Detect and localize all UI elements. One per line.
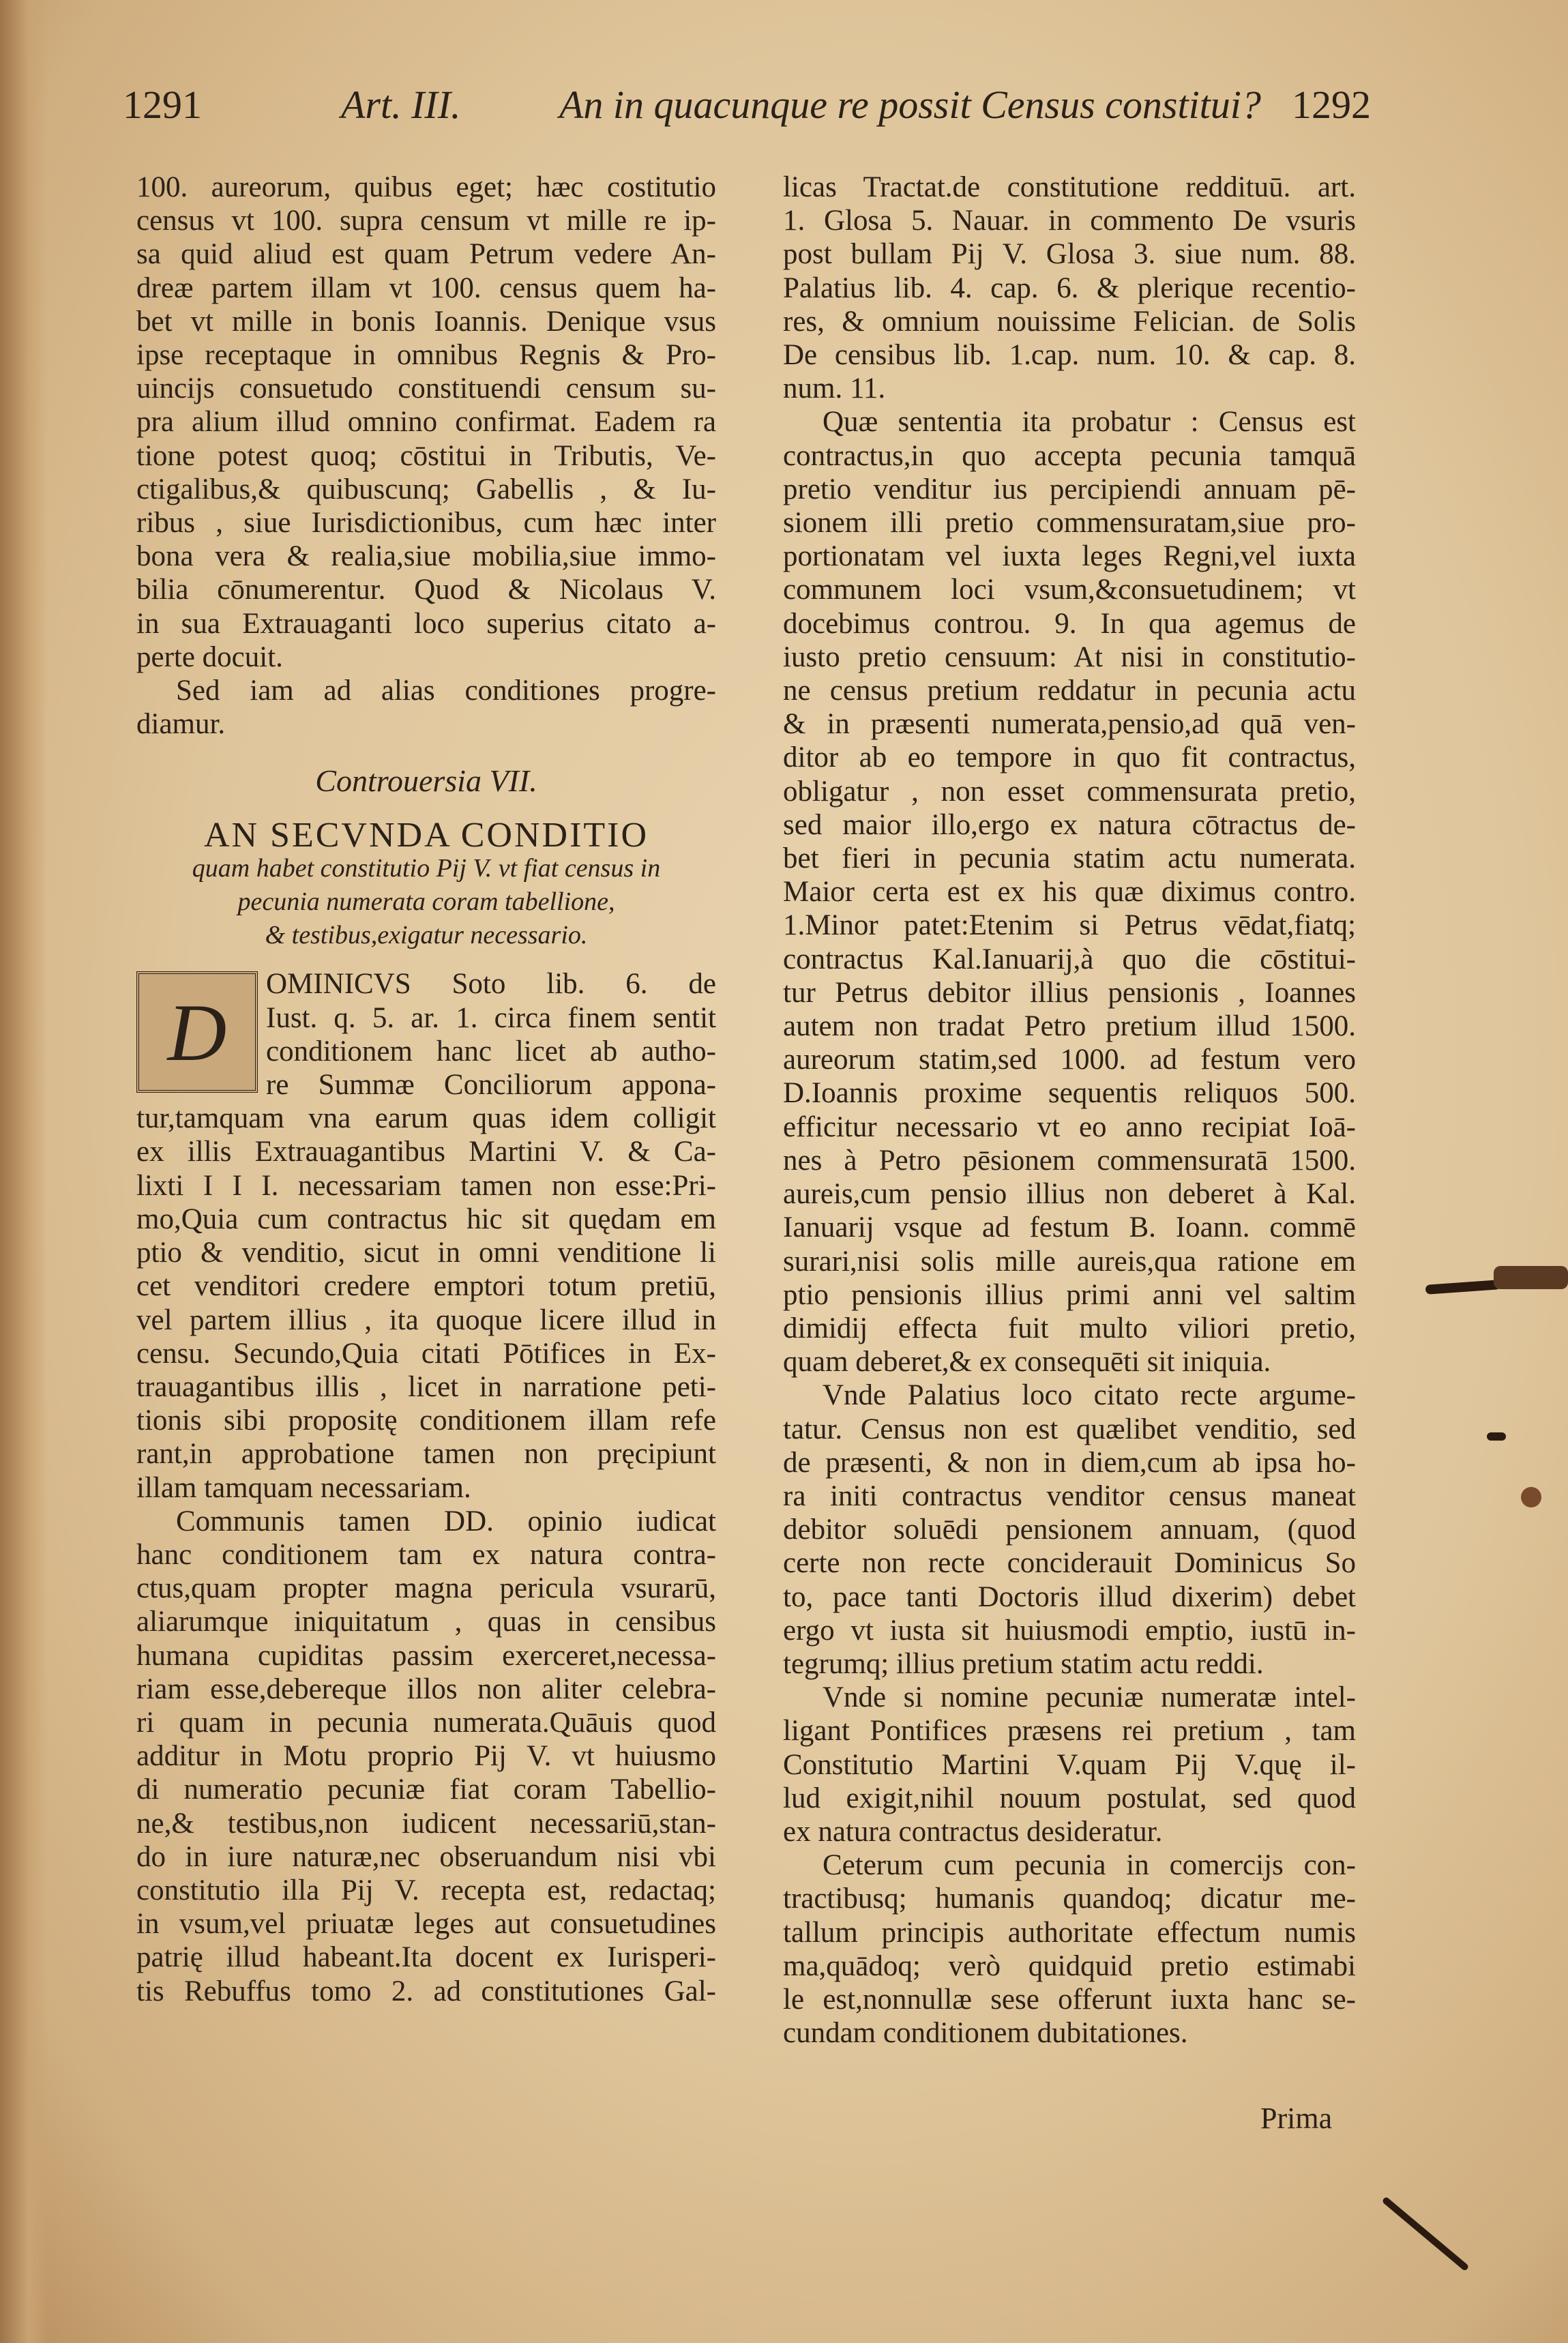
page-number-left: 1291	[123, 83, 202, 127]
text-line: obligatur , non esset commensurata pretio,	[783, 775, 1356, 808]
right-paragraph-5	[783, 1848, 1356, 2050]
text-line: ctus,quam propter magna pericula vsurarū,	[136, 1572, 716, 1605]
text-line: nes à Petro pēsionem commensuratā 1500.	[783, 1144, 1356, 1177]
text-line: tractibusq; humanis quandoq; dicatur me-	[783, 1883, 1356, 1915]
text-line: ma,quādoq; verò quidquid pretio estimabi	[783, 1949, 1356, 1982]
running-title: An in quacunque re possit Census constitui?	[559, 83, 1261, 127]
text-line: Quæ sententia ita probatur : Census est	[823, 406, 1356, 439]
section-subtitle	[136, 852, 716, 953]
text-line: & in præsenti numerata,pensio,ad quā ven-	[783, 708, 1356, 741]
right-paragraph-3	[783, 1379, 1356, 1681]
text-line: OMINICVS Soto lib. 6. de	[266, 968, 716, 1001]
text-line: di numeratio pecuniæ fiat coram Tabellio-	[136, 1773, 716, 1806]
text-line: le est,nonnullæ sese offerunt iuxta hanc se-	[783, 1983, 1356, 2016]
text-line: Constitutio Martini V.quam Pij V.quę il-	[783, 1748, 1356, 1781]
text-line: tione potest quoq; cōstitui in Tributis, Ve-	[136, 439, 716, 472]
text-line: quam habet constitutio Pij V. vt fiat census in	[192, 853, 661, 883]
text-line: post bullam Pij V. Glosa 3. siue num. 88.	[783, 238, 1356, 271]
text-line: De censibus lib. 1.cap. num. 10. & cap. 8.	[783, 339, 1356, 372]
text-line: tionis sibi propositę conditionem illam refe	[136, 1404, 716, 1437]
text-line: pecunia numerata coram tabellione,	[237, 887, 615, 917]
text-line: 1. Glosa 5. Nauar. in commento De vsuris	[783, 205, 1356, 237]
article-label: Art. III.	[341, 83, 461, 127]
text-line: iusto pretio censuum: At nisi in constitutio-	[783, 640, 1356, 673]
text-line: Ceterum cum pecunia in comercijs con-	[823, 1849, 1356, 1882]
text-line: 100. aureorum, quibus eget; hæc costitutio	[136, 171, 716, 203]
text-line: Vnde Palatius loco citato recte argume-	[823, 1379, 1356, 1412]
page-gutter-shadow	[0, 0, 48, 2343]
text-line: Communis tamen DD. opinio iudicat	[176, 1505, 716, 1537]
text-line: Vnde si nomine pecuniæ numeratæ intel-	[823, 1681, 1356, 1714]
text-line: tegrumq; illius pretium statim actu reddi.	[783, 1647, 1264, 1680]
text-line: ex illis Extrauagantibus Martini V. & Ca-	[136, 1136, 716, 1168]
text-line: ri quam in pecunia numerata.Quāuis quod	[136, 1706, 716, 1739]
running-header	[123, 82, 1371, 157]
text-line: sed maior illo,ergo ex natura cōtractus de-	[783, 808, 1356, 841]
text-line: lud exigit,nihil nouum postulat, sed quod	[783, 1782, 1356, 1814]
text-line: ribus , siue Iurisdictionibus, cum hæc inter	[136, 507, 716, 540]
ink-stain	[1521, 1487, 1541, 1507]
text-line: ipse receptaque in omnibus Regnis & Pro-	[136, 339, 716, 372]
text-line: ergo vt iusta sit huiusmodi emptio, iustū in-	[783, 1614, 1356, 1647]
text-line: num. 11.	[783, 372, 886, 405]
text-line: tallum principis authoritate effectum numis	[783, 1916, 1356, 1949]
text-line: pretio venditur ius percipiendi annuam pē-	[783, 473, 1356, 505]
text-line: pra alium illud omnino confirmat. Eadem ra	[136, 406, 716, 439]
text-line: bona vera & realia,siue mobilia,siue immo-	[136, 540, 716, 573]
right-paragraph-2	[783, 405, 1356, 1379]
text-line: docebimus controu. 9. In qua agemus de	[783, 607, 1356, 640]
text-line: ligant Pontifices præsens rei pretium , tam	[783, 1715, 1356, 1748]
text-line: res, & omnium nouissime Felician. de Solis	[783, 305, 1356, 338]
text-line: Iust. q. 5. ar. 1. circa finem sentit	[266, 1001, 716, 1034]
text-line: aureis,cum pensio illius non deberet à Kal.	[783, 1178, 1356, 1211]
right-column	[783, 171, 1356, 2050]
text-line: illam tamquam necessariam.	[136, 1471, 471, 1504]
left-paragraph-2	[136, 674, 716, 741]
text-line: ditor ab eo tempore in quo fit contractus,	[783, 741, 1356, 774]
text-line: trauagantibus illis , licet in narratione peti-	[136, 1370, 716, 1403]
text-line: mo,Quia cum contractus hic sit quędam em	[136, 1203, 716, 1235]
text-line: ctigalibus,& quibuscunq; Gabellis , & Iu-	[136, 473, 716, 505]
text-line: humana cupiditas passim exerceret,necessa-	[136, 1639, 716, 1672]
text-line: vel partem illius , ita quoque licere illud in	[136, 1303, 716, 1336]
left-column	[136, 171, 716, 2008]
text-line: constitutio illa Pij V. recepta est, redactaq;	[136, 1874, 716, 1906]
text-line: diamur.	[136, 708, 226, 741]
catchword: Prima	[1260, 2102, 1333, 2135]
text-line: cet venditori credere emptori totum pretiū,	[136, 1270, 716, 1303]
text-line: censu. Secundo,Quia citati Pōtifices in Ex-	[136, 1337, 716, 1370]
text-line: Palatius lib. 4. cap. 6. & plerique recentio-	[783, 271, 1356, 304]
text-line: Maior certa est ex his quæ diximus contro.	[783, 876, 1356, 909]
text-line: additur in Motu proprio Pij V. vt huiusmo	[136, 1740, 716, 1773]
text-line: lixti I I I. necessariam tamen non esse:Pri-	[136, 1169, 716, 1202]
text-line: de præsenti, & non in diem,cum ab ipsa ho-	[783, 1446, 1356, 1479]
text-line: surari,nisi solis mille aureis,qua ratione em	[783, 1245, 1356, 1278]
text-line: autem non tradat Petro pretium illud 1500.	[783, 1010, 1356, 1043]
text-line: aliarumque iniquitatum , quas in censibus	[136, 1606, 716, 1638]
text-line: ra initi contractus venditor census maneat	[783, 1479, 1356, 1512]
left-paragraph-1	[136, 171, 716, 674]
ink-mark	[1425, 1280, 1501, 1295]
text-line: riam esse,debereque illos non aliter celebra-	[136, 1672, 716, 1705]
text-line: cundam conditionem dubitationes.	[783, 2017, 1188, 2050]
page-number-right: 1292	[1292, 83, 1371, 127]
left-paragraph-4	[136, 1505, 716, 2008]
text-line: debitor soluēdi pensionem annuam, (quod	[783, 1514, 1356, 1546]
text-line: sa quid aliud est quam Petrum vedere An-	[136, 238, 716, 271]
text-line: tis Rebuffus tomo 2. ad constitutiones Gal-	[136, 1975, 716, 2007]
text-line: ptio & venditio, sicut in omni venditione li	[136, 1237, 716, 1269]
text-line: re Summæ Conciliorum appona-	[266, 1069, 716, 1102]
text-line: certe non recte conciderauit Dominicus So	[783, 1547, 1356, 1580]
text-line: communem loci vsum,&consuetudinem; vt	[783, 574, 1356, 606]
text-line: patrię illud habeant.Ita docent ex Iurisperi-	[136, 1941, 716, 1974]
right-paragraph-1	[783, 171, 1356, 405]
text-line: tatur. Census non est quælibet venditio, sed	[783, 1413, 1356, 1445]
section-title: AN SECVNDA CONDITIO	[203, 815, 649, 855]
text-line: licas Tractat.de constitutione reddituū. art.	[783, 171, 1356, 203]
text-line: tur,tamquam vna earum quas idem colligit	[136, 1102, 716, 1135]
text-line: bet fieri in pecunia statim actu numerata.	[783, 842, 1356, 875]
text-line: portionatam vel iuxta leges Regni,vel iuxta	[783, 540, 1356, 573]
text-line: census vt 100. supra censum vt mille re ip-	[136, 205, 716, 237]
text-line: bilia cōnumerentur. Quod & Nicolaus V.	[136, 574, 716, 606]
text-line: D.Ioannis proxime sequentis reliquos 500.	[783, 1077, 1356, 1110]
text-line: dimidij effecta fuit multo viliori pretio,	[783, 1312, 1356, 1344]
text-line: ptio pensionis illius primi anni vel saltim	[783, 1278, 1356, 1311]
text-line: Sed iam ad alias conditiones progre-	[176, 675, 716, 707]
text-line: sionem illi pretio commensuratam,siue pro-	[783, 507, 1356, 540]
text-line: hanc conditionem tam ex natura contra-	[136, 1538, 716, 1571]
text-line: perte docuit.	[136, 640, 283, 673]
text-line: ne,& testibus,non iudicent necessariū,stan-	[136, 1807, 716, 1840]
text-line: Ianuarij vsque ad festum B. Ioann. commē	[783, 1211, 1356, 1244]
text-line: efficitur necessario vt eo anno recipiat Ioā-	[783, 1110, 1356, 1143]
text-line: dreæ partem illam vt 100. census quem ha-	[136, 271, 716, 304]
text-line: 1.Minor patet:Etenim si Petrus vēdat,fiatq;	[783, 909, 1356, 942]
text-line: in sua Extrauaganti loco superius citato a-	[136, 607, 716, 640]
text-line: tur Petrus debitor illius pensionis , Ioannes	[783, 976, 1356, 1009]
text-line: in vsum,vel priuatæ leges aut consuetudines	[136, 1908, 716, 1941]
text-line: to, pace tanti Doctoris illud dixerim) debet	[783, 1580, 1356, 1613]
ink-mark	[1382, 2196, 1470, 2272]
text-line: ex natura contractus desideratur.	[783, 1815, 1163, 1848]
text-line: rant,in approbatione tamen non pręcipiunt	[136, 1438, 716, 1471]
right-paragraph-4	[783, 1681, 1356, 1848]
opening-paragraph	[136, 967, 716, 1504]
text-line: & testibus,exigatur necessario.	[265, 921, 588, 950]
text-line: do in iure naturæ,nec obseruandum nisi vbi	[136, 1840, 716, 1873]
text-line: contractus Kal.Ianuarij,à quo die cōstitui-	[783, 943, 1356, 975]
controversia-heading: Controuersia VII.	[315, 763, 537, 799]
text-line: quam deberet,& ex consequēti sit iniquia.	[783, 1346, 1271, 1379]
text-line: contractus,in quo accepta pecunia tamquā	[783, 439, 1356, 472]
text-line: ne census pretium reddatur in pecunia actu	[783, 675, 1356, 707]
text-line: conditionem hanc licet ab autho-	[266, 1035, 716, 1067]
ink-mark	[1487, 1432, 1506, 1441]
dropcap-initial: D	[136, 971, 258, 1093]
ink-mark	[1494, 1266, 1568, 1289]
text-line: uincijs consuetudo constituendi censum su-	[136, 372, 716, 405]
text-line: aureorum statim,sed 1000. ad festum vero	[783, 1044, 1356, 1076]
text-line: bet vt mille in bonis Ioannis. Denique vsus	[136, 305, 716, 338]
